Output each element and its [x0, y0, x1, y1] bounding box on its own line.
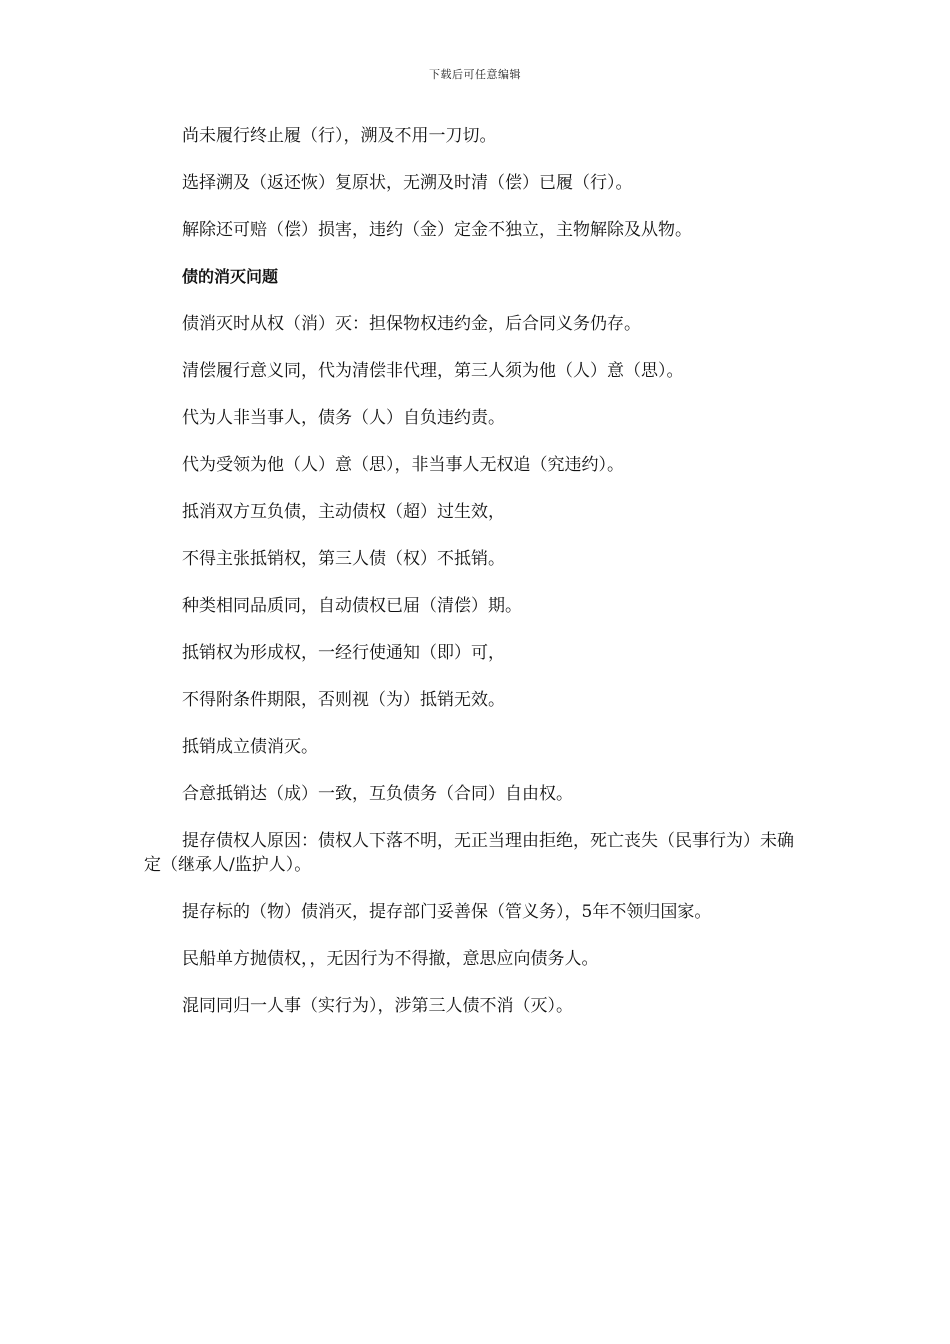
paragraph: 不得主张抵销权，第三人债（权）不抵销。	[182, 549, 505, 569]
paragraph: 种类相同品质同，自动债权已届（清偿）期。	[182, 596, 522, 616]
paragraph: 提存债权人原因：债权人下落不明，无正当理由拒绝，死亡丧失（民事行为）未确定（继承人/监护人）。	[144, 831, 794, 875]
paragraph: 解除还可赔（偿）损害，违约（金）定金不独立，主物解除及从物。	[182, 220, 692, 240]
document-body	[144, 124, 804, 1041]
page-header: 下载后可任意编辑	[429, 68, 521, 81]
paragraph: 债消灭时从权（消）灭：担保物权违约金，后合同义务仍存。	[182, 314, 641, 334]
paragraph: 抵销权为形成权，一经行使通知（即）可，	[182, 643, 505, 663]
paragraph: 清偿履行意义同，代为清偿非代理，第三人须为他（人）意（思）。	[182, 361, 684, 381]
paragraph: 抵销成立债消灭。	[182, 737, 318, 757]
paragraph: 提存标的（物）债消灭，提存部门妥善保（管义务），5年不领归国家。	[182, 902, 712, 922]
paragraph: 合意抵销达（成）一致，互负债务（合同）自由权。	[182, 784, 573, 804]
paragraph: 代为受领为他（人）意（思），非当事人无权追（究违约）。	[182, 455, 624, 475]
paragraph: 尚未履行终止履（行），溯及不用一刀切。	[182, 126, 497, 146]
paragraph: 不得附条件期限，否则视（为）抵销无效。	[182, 690, 505, 710]
paragraph: 混同同归一人事（实行为），涉第三人债不消（灭）。	[182, 996, 573, 1016]
section-heading: 债的消灭问题	[182, 267, 279, 286]
paragraph: 代为人非当事人，债务（人）自负违约责。	[182, 408, 505, 428]
paragraph: 民船单方抛债权，，无因行为不得撤，意思应向债务人。	[182, 949, 599, 969]
paragraph: 抵消双方互负债，主动债权（超）过生效，	[182, 502, 505, 522]
paragraph: 选择溯及（返还恢）复原状，无溯及时清（偿）已履（行）。	[182, 173, 633, 193]
